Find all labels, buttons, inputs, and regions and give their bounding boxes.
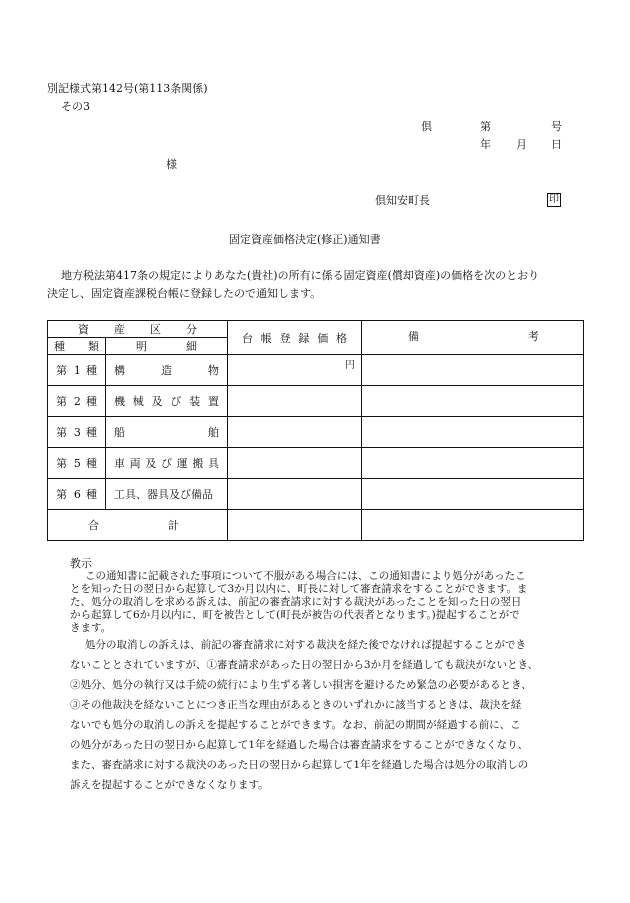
- notice-p1-line-2: とを知った日の翌日から起算して3か月以内に、町長に対して審査請求をすることができます。ま: [70, 583, 528, 595]
- notice-heading: 教示: [70, 557, 92, 570]
- notice-p2-line-3: ②処分、処分の執行又は手続の続行により生ずる著しい損害を避けるため緊急の必要があるとき、: [70, 679, 532, 691]
- notice-p2-line-2: ないこととされていますが、①審査請求があった日の翌日から3か月を経過しても裁決がないとき、: [70, 659, 539, 671]
- doc-number-prefix: 倶: [421, 120, 432, 133]
- remarks-cell: [362, 479, 584, 510]
- total-remarks-cell: [362, 510, 584, 541]
- notice-p2-line-8: 訴えを提起することができなくなります。: [70, 779, 269, 791]
- value-cell: [228, 479, 362, 510]
- notice-p2-line-1: 処分の取消しの訴えは、前記の審査請求に対する裁決を経た後でなければ提起することができ: [85, 639, 526, 651]
- total-label-cell: [48, 510, 228, 541]
- registered-value-label: 台 帳 登 録 価 格: [242, 331, 347, 345]
- intro-line-1: 地方税法第417条の規定によりあなた(貴社)の所有に係る固定資産(償却資産)の価格を次のとおり: [61, 269, 540, 282]
- asset-category-header: [48, 321, 228, 338]
- asset-category-label: 資 産 区 分: [78, 323, 197, 336]
- detail-cell: 船 舶: [106, 417, 228, 448]
- date-month: 月: [516, 138, 527, 151]
- detail-cell: 車両及び運搬具: [106, 448, 228, 479]
- kind-cell: 第 2 種: [48, 386, 106, 417]
- notice-p1-line-3: た、処分の取消しを求める訴えは、前記の審査請求に対する裁決があったことを知った日の翌日: [70, 596, 522, 608]
- form-sub-number: その3: [61, 100, 90, 113]
- yen-unit: 円: [345, 360, 355, 371]
- notice-p1-line-4: から起算して6か月以内に、町を被告として(町長が被告の代表者となります。)提起することがで: [70, 609, 520, 621]
- kind-label: 種 類: [54, 340, 99, 353]
- notice-p2-line-4: ③その他裁決を経ないことにつき正当な理由があるときのいずれかに該当するときは、裁決を経: [70, 699, 522, 711]
- detail-cell: 機械及び装置: [106, 386, 228, 417]
- kind-cell: 第 1 種: [48, 355, 106, 386]
- table-row: [48, 355, 584, 386]
- notice-p2-line-7: また、審査請求に対する裁決のあった日の翌日から起算して1年を経過した場合は処分の取消しの: [70, 759, 529, 771]
- remarks-label-b: 考: [528, 330, 539, 343]
- notice-p2-line-5: ないでも処分の取消しの訴えを提起することができます。なお、前記の期間が経過する前に、こ: [70, 719, 521, 731]
- value-cell: [228, 355, 362, 386]
- detail-cell: 工具、器具及び備品: [106, 479, 228, 510]
- detail-header: [106, 338, 228, 355]
- value-cell: [228, 448, 362, 479]
- remarks-cell: [362, 417, 584, 448]
- table-total-row: [48, 510, 584, 541]
- form-number: 別記様式第142号(第113条関係): [47, 82, 208, 95]
- kind-cell: 第 6 種: [48, 479, 106, 510]
- notice-p2-line-6: の処分があった日の翌日から起算して1年を経過した場合は審査請求をすることができなくなり、: [70, 739, 529, 751]
- notice-p1-line-5: きます。: [70, 622, 112, 634]
- kind-cell: 第 3 種: [48, 417, 106, 448]
- kind-cell: 第 5 種: [48, 448, 106, 479]
- remarks-label-a: 備: [408, 330, 419, 343]
- asset-value-table: [47, 320, 584, 541]
- remarks-cell: [362, 355, 584, 386]
- table-row: [48, 417, 584, 448]
- table-header-row-1: [48, 321, 584, 338]
- date-year: 年: [480, 138, 491, 151]
- date-day: 日: [551, 138, 562, 151]
- doc-number-go: 号: [551, 120, 562, 133]
- official-seal: 印: [549, 194, 559, 205]
- value-cell: [228, 417, 362, 448]
- sender-name: 倶知安町長: [375, 194, 430, 207]
- detail-cell: 構 造 物: [106, 355, 228, 386]
- remarks-cell: [362, 448, 584, 479]
- notice-p1-line-1: この通知書に記載された事項について不服がある場合には、この通知書により処分があったこ: [85, 570, 526, 582]
- remarks-header: [362, 321, 584, 355]
- intro-line-2: 決定し、固定資産課税台帳に登録したので通知します。: [47, 287, 322, 300]
- total-value-cell: [228, 510, 362, 541]
- table-row: [48, 386, 584, 417]
- detail-label: 明 細: [136, 340, 197, 353]
- addressee-sama: 様: [166, 158, 177, 171]
- document-title: 固定資産価格決定(修正)通知書: [229, 233, 381, 246]
- doc-number-dai: 第: [480, 120, 491, 133]
- value-cell: [228, 386, 362, 417]
- kind-header: [48, 338, 106, 355]
- total-label: 合 計: [88, 519, 179, 532]
- table-row: [48, 479, 584, 510]
- table-row: [48, 448, 584, 479]
- registered-value-header: [228, 321, 362, 355]
- remarks-cell: [362, 386, 584, 417]
